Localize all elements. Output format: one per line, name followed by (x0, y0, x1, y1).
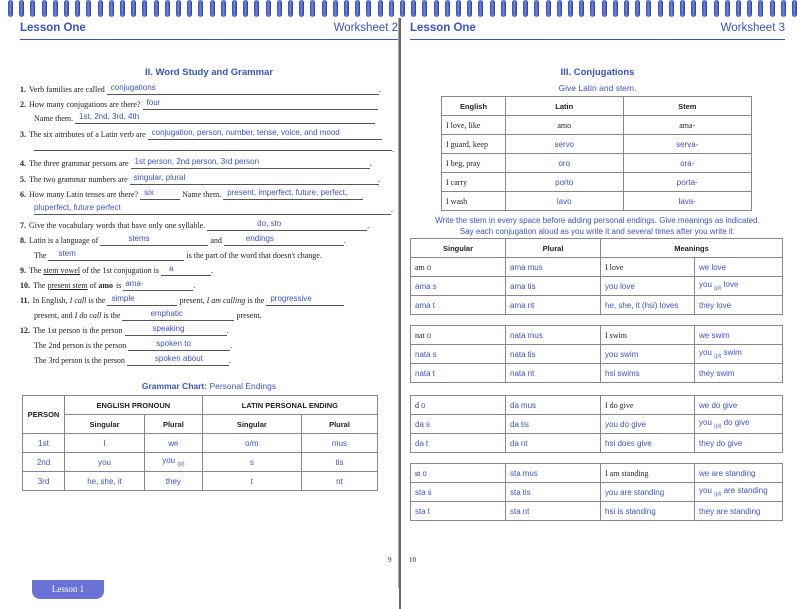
binding-coil (75, 0, 80, 17)
binding-coil (131, 0, 136, 17)
binding-coil (635, 0, 640, 17)
answer-blank[interactable]: a (161, 265, 211, 276)
question-9: 9. The stem vowel of the 1st conjugation is a . (20, 264, 213, 275)
binding-coil (266, 0, 271, 17)
binding-coil (579, 0, 584, 17)
section-title: III. Conjugations (560, 67, 635, 78)
question-8: 8. Latin is a language of stems and endings . (20, 234, 346, 245)
conjugation-table (410, 325, 783, 383)
table-row: I guard, keep servo serva- (442, 135, 752, 154)
binding-coil (613, 0, 618, 17)
binding-coil (602, 0, 607, 17)
table-row: da s da tis you do give you $_{(pl)}$ do give (411, 415, 783, 434)
table-row: 1st I we o/m mus (23, 434, 378, 453)
answer-blank[interactable]: ama- (123, 280, 193, 291)
binding-coil (64, 0, 69, 17)
table-row: I wash lavo lava- (442, 192, 752, 211)
table-row: nat o nata mus I swim we swim (411, 326, 783, 345)
answer-blank[interactable]: simple (107, 295, 177, 306)
binding-coil (590, 0, 595, 17)
binding-coil (770, 0, 775, 17)
answer-blank[interactable]: speaking (125, 325, 227, 336)
page-number: 10 (409, 556, 416, 564)
table-row: 3rd he, she, it they t nt (23, 472, 378, 491)
binding-coil (411, 0, 416, 17)
table-row: am o ama mus I love we love (411, 258, 783, 277)
binding-coil (322, 0, 327, 17)
binding-coil (53, 0, 58, 17)
binding-coil (557, 0, 562, 17)
binding-coil (781, 0, 786, 17)
binding-coil (42, 0, 47, 17)
answer-blank[interactable]: spoken about (127, 355, 229, 366)
binding-coil (725, 0, 730, 17)
binding-coil (534, 0, 539, 17)
binding-coil (658, 0, 663, 17)
binding-coil (142, 0, 147, 17)
binding-coil (512, 0, 517, 17)
binding-coil (232, 0, 237, 17)
answer-blank[interactable]: emphatic (122, 310, 234, 321)
right-header (410, 22, 785, 40)
table-row: I love, like amo ama- (442, 116, 752, 135)
conjugation-table (410, 395, 783, 453)
table-row: nata s nata tis you swim you $_{(pl)}$ swim (411, 345, 783, 364)
binding-coil (30, 0, 35, 17)
binding-coil (86, 0, 91, 17)
binding-coil (568, 0, 573, 17)
col-singular: Singular (202, 415, 301, 434)
binding-coil (366, 0, 371, 17)
binding-coil (243, 0, 248, 17)
binding-coil (120, 0, 125, 17)
lesson-tab[interactable]: Lesson 1 (32, 580, 104, 599)
binding-coil (378, 0, 383, 17)
binding-coil (646, 0, 651, 17)
col-english: English (442, 97, 506, 116)
question-12-c: The 3rd person is the person spoken about . (34, 354, 231, 365)
question-10: 10. The present stem of amo is ama- . (20, 279, 196, 290)
question-2-part-b: Name them. 1st, 2nd, 3rd, 4th (34, 113, 375, 124)
col-plural: Plural (301, 415, 377, 434)
question-5: 5. The two grammar numbers are singular, plural . (20, 173, 381, 184)
binding-coil (198, 0, 203, 17)
question-2: 2. How many conjugations are there? four (20, 99, 378, 110)
binding-coil (221, 0, 226, 17)
binding-coil (736, 0, 741, 17)
answer-blank[interactable]: conjugations (107, 84, 379, 95)
page-number: 9 (388, 556, 392, 564)
binding-coil (8, 0, 13, 17)
question-8-cont: The stem is the part of the word that doesn't change. (34, 249, 322, 260)
col-singular: Singular (65, 415, 145, 434)
binding-coil (310, 0, 315, 17)
spiral-binding (0, 0, 800, 18)
table-row: I carry porto porta- (442, 173, 752, 192)
binding-coil (501, 0, 506, 17)
binding-coil (165, 0, 170, 17)
worksheet-label: Worksheet 3 (720, 22, 785, 34)
table-row: d o da mus I do give we do give (411, 396, 783, 415)
answer-blank[interactable]: singular, plural (130, 174, 379, 185)
binding-coil (758, 0, 763, 17)
answer-blank[interactable]: six (140, 189, 180, 200)
table-row: sta s sta tis you are standing you $_{(pl)}$ are standing (411, 483, 783, 502)
table-row: st o sta mus I am standing we are standing (411, 464, 783, 483)
binding-coil (456, 0, 461, 17)
answer-blank[interactable]: 1st, 2nd, 3rd, 4th (75, 113, 375, 124)
table-row: I beg, pray oro ora- (442, 154, 752, 173)
binding-coil (478, 0, 483, 17)
col-meanings: Meanings (601, 239, 783, 258)
table-row: sta t sta nt hsi is standing they are standing (411, 502, 783, 521)
binding-coil (389, 0, 394, 17)
binding-coil (176, 0, 181, 17)
instruction: Say each conjugation aloud as you write it and several times after you write it. (459, 227, 736, 236)
question-7: 7. Give the vocabulary words that have only one syllable. do, sto . (20, 219, 370, 230)
binding-coil (109, 0, 114, 17)
grammar-chart (22, 395, 378, 491)
binding-coil (344, 0, 349, 17)
binding-coil (19, 0, 24, 17)
question-6: 6. How many Latin tenses are there? six Name them. present, imperfect, future, perfect, (20, 189, 363, 200)
col-plural: Plural (506, 239, 601, 258)
question-3: 3. The six attributes of a Latin verb are conjugation, person, number, tense, voice, and mood (20, 129, 382, 140)
worksheet-label: Worksheet 2 (333, 22, 398, 34)
left-header (20, 22, 398, 40)
binding-coil (467, 0, 472, 17)
answer-blank[interactable]: do, sto (207, 220, 367, 231)
col-stem: Stem (623, 97, 752, 116)
table-row: da t da nt hsi does give they do give (411, 434, 783, 453)
answer-line (34, 150, 392, 151)
binding-coil (299, 0, 304, 17)
binding-coil (669, 0, 674, 17)
binding-coil (546, 0, 551, 17)
binding-coil (254, 0, 259, 17)
col-person: PERSON (23, 396, 65, 434)
col-english-pronoun: ENGLISH PRONOUN (65, 396, 203, 415)
binding-coil (154, 0, 159, 17)
binding-coil (702, 0, 707, 17)
binding-coil (523, 0, 528, 17)
binding-coil (747, 0, 752, 17)
binding-coil (333, 0, 338, 17)
binding-coil (277, 0, 282, 17)
answer-blank[interactable]: stems (100, 235, 208, 246)
binding-coil (445, 0, 450, 17)
question-11: 11. In English, I call is the simple present, I am calling is the progressive (20, 295, 344, 306)
question-12-b: The 2nd person is the person spoken to . (34, 339, 233, 350)
binding-coil (98, 0, 103, 17)
stem-table (441, 96, 752, 211)
binding-coil (422, 0, 427, 17)
question-4: 4. The three grammar persons are 1st person, 2nd person, 3rd person . (20, 157, 372, 168)
lesson-title: Lesson One (410, 22, 476, 34)
answer-blank[interactable]: present, imperfect, future, perfect, (223, 189, 363, 200)
answer-blank[interactable]: stem (48, 250, 184, 261)
conjugation-table (410, 238, 783, 315)
answer-blank[interactable]: four (143, 99, 378, 110)
binding-coil (434, 0, 439, 17)
binding-coil (691, 0, 696, 17)
table-row: ama s ama tis you love you $_{(pl)}$ love (411, 277, 783, 296)
binding-coil (187, 0, 192, 17)
col-plural: Plural (145, 415, 203, 434)
conjugation-table (410, 463, 783, 521)
question-12: 12. The 1st person is the person speaking . (20, 324, 229, 335)
col-latin-ending: LATIN PERSONAL ENDING (202, 396, 377, 415)
question-11-cont: present, and I do call is the emphatic present. (34, 309, 262, 320)
answer-blank[interactable]: conjugation, person, number, tense, voice, and mood (148, 129, 382, 140)
table-row: 2nd you you $_{(pl)}$ s tis (23, 453, 378, 472)
binding-coil (680, 0, 685, 17)
col-latin: Latin (506, 97, 624, 116)
binding-coil (210, 0, 215, 17)
binding-coil (355, 0, 360, 17)
question-1: 1. Verb families are called conjugations . (20, 83, 381, 94)
instruction: Give Latin and stem. (558, 83, 637, 93)
binding-coil (288, 0, 293, 17)
table-row: nata t nata nt hsi swims they swim (411, 364, 783, 383)
table-row: ama t ama nt he, she, it (hsi) loves they love (411, 296, 783, 315)
answer-blank[interactable]: 1st person, 2nd person, 3rd person (131, 158, 370, 169)
lesson-title: Lesson One (20, 22, 86, 34)
question-6-cont: pluperfect, future perfect . (34, 203, 393, 214)
binding-coil (490, 0, 495, 17)
binding-coil (792, 0, 797, 17)
binding-coil (400, 0, 405, 17)
answer-blank[interactable]: pluperfect, future perfect (34, 204, 391, 215)
col-singular: Singular (411, 239, 506, 258)
instruction: Write the stem in every space before adding personal endings. Give meanings as indicated. (435, 216, 760, 225)
binding-coil (714, 0, 719, 17)
answer-blank[interactable]: endings (224, 235, 344, 246)
answer-blank[interactable]: spoken to (128, 340, 230, 351)
answer-blank[interactable]: progressive (266, 295, 344, 306)
section-title: II. Word Study and Grammar (144, 67, 274, 78)
binding-coil (624, 0, 629, 17)
grammar-chart-title: Grammar Chart: Personal Endings (141, 381, 277, 391)
